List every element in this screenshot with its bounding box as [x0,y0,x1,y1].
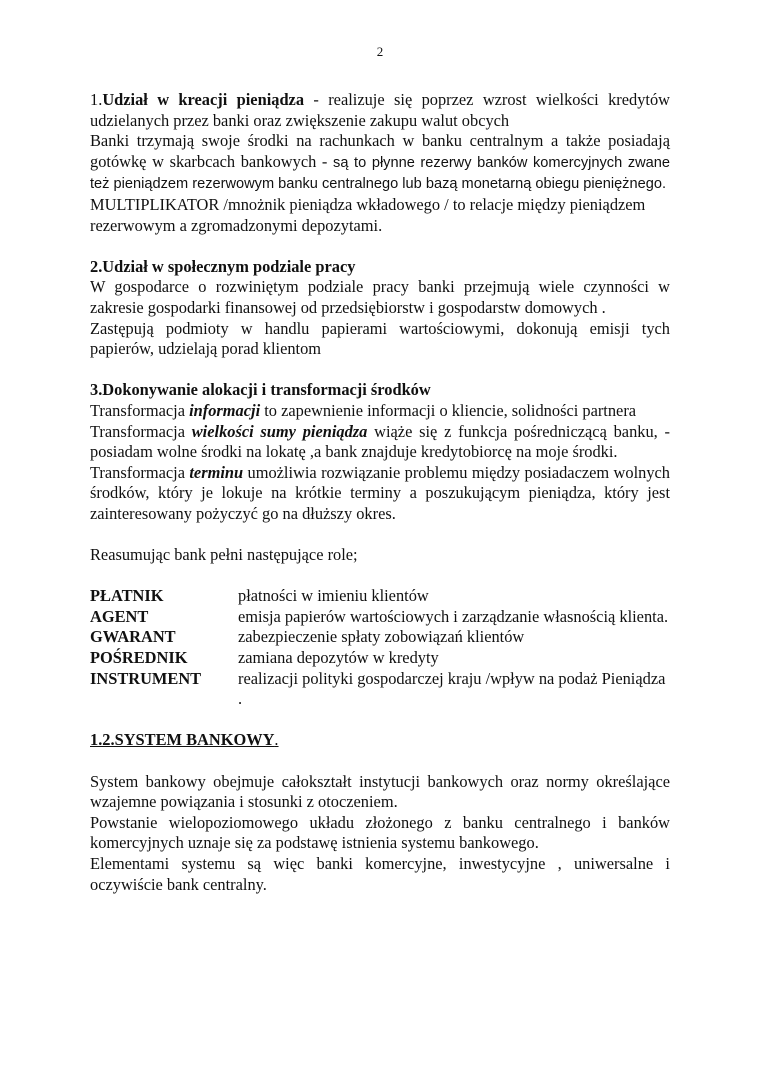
role-name: GWARANT [90,627,176,647]
role-description: zabezpieczenie spłaty zobowiązań klientów [238,627,525,647]
transformation-term: terminu [189,462,244,482]
transformation-description: umożliwia rozwiązanie problemu między posiadaczem wolnych środków, który je lokuje na krótkie terminy a poszukującym pieniądza, który jest zainteresowany pożyczyć go na dłuższy okres. [90,462,670,523]
transformation-term: wielkości sumy pieniądza [191,421,368,441]
section-4-heading-dot: . [274,730,279,750]
section-2-paragraph-2: Zastępują podmioty w handlu papierami wartościowymi, dokonują emisji tych papierów, udzielają porad klientom [90,318,670,359]
role-name: AGENT [90,606,149,626]
role-description: emisja papierów wartościowych i zarządzanie własnością klienta. [238,606,669,626]
section-2-heading: 2.Udział w społecznym podziale pracy [90,256,356,276]
section-3-heading: 3.Dokonywanie alokacji i transformacji środków [90,380,431,400]
transformation-label: Transformacja [90,400,190,420]
transformation-description: to zapewnienie informacji o kliencie, solidności partnera [260,400,637,420]
section-1-intro: - realizuje się poprzez wzrost wielkości kredytów udzielanych przez banki oraz zwiększenie zakupu walut obcych [90,90,670,130]
document-body [90,90,670,895]
section-1-multiplier-paragraph: MULTIPLIKATOR /mnożnik pieniądza wkładowego / to relacje między pieniądzem rezerwowym a zgromadzonymi depozytami. [90,194,646,235]
role-row [90,586,670,607]
roles-list [90,586,670,710]
role-name: PŁATNIK [90,586,164,606]
section-2-paragraph-1: W gospodarce o rozwiniętym podziale pracy banki przejmują wiele czynności w zakresie gospodarki finansowej od przedsiębiorstw i gospodarstw domowych . [90,277,670,317]
page-number: 2 [376,44,384,59]
transformation-description: wiąże się z funkcja pośredniczącą banku, - posiadam wolne środki na lokatę ,a bank znajduje kredytobiorcę na moje środki. [90,421,670,462]
transformation-term-paragraph [90,463,670,525]
section-4-heading-text: 1.2.SYSTEM BANKOWY [90,730,275,750]
section-4-paragraph-3: Elementami systemu są więc banki komercyjne, inwestycyjne , uniwersalne i oczywiście bank centralny. [90,853,670,894]
section-4-heading [90,730,670,751]
section-1-banks-text-a: Banki trzymają swoje środki na rachunkach w banku centralnym a także posiadają gotówkę w skarbcach bankowych - [90,131,670,171]
summary-line: Reasumując bank pełni następujące role; [90,545,358,565]
section-1-paragraph [90,90,670,131]
role-description: realizacji polityki gospodarczej kraju /wpływ na podaż Pieniądza . [238,668,666,709]
role-row [90,627,670,648]
role-description: płatności w imieniu klientów [238,586,429,606]
section-1-number: 1 [90,90,99,109]
section-1-banks-text-b: są to płynne rezerwy banków komercyjnych zwane też pieniądzem rezerwowym banku centralnego lub bazą monetarną obiegu pieniężnego. [90,154,671,193]
section-4-paragraph-1: System bankowy obejmuje całokształt instytucji bankowych oraz normy określające wzajemne powiązania i stosunki z otoczeniem. [90,771,670,812]
role-row [90,648,670,669]
transformation-label: Transformacja [90,462,190,482]
section-4-paragraph-2: Powstanie wielopoziomowego układu złożonego z banku centralnego i banków komercyjnych uznaje się za podstawę istnienia systemu bankowego. [90,812,670,853]
role-row [90,669,670,710]
section-1-banks-paragraph [90,131,670,195]
transformation-amount [90,422,670,463]
transformation-information [90,401,670,422]
role-name: INSTRUMENT [90,668,202,688]
section-1-number-dot: . [98,90,103,109]
role-description: zamiana depozytów w kredyty [238,648,439,668]
transformation-term: informacji [189,400,261,420]
section-1-heading: Udział w kreacji pieniądza [102,90,305,109]
role-row [90,607,670,628]
transformation-label: Transformacja [90,421,192,441]
role-name: POŚREDNIK [90,648,188,668]
